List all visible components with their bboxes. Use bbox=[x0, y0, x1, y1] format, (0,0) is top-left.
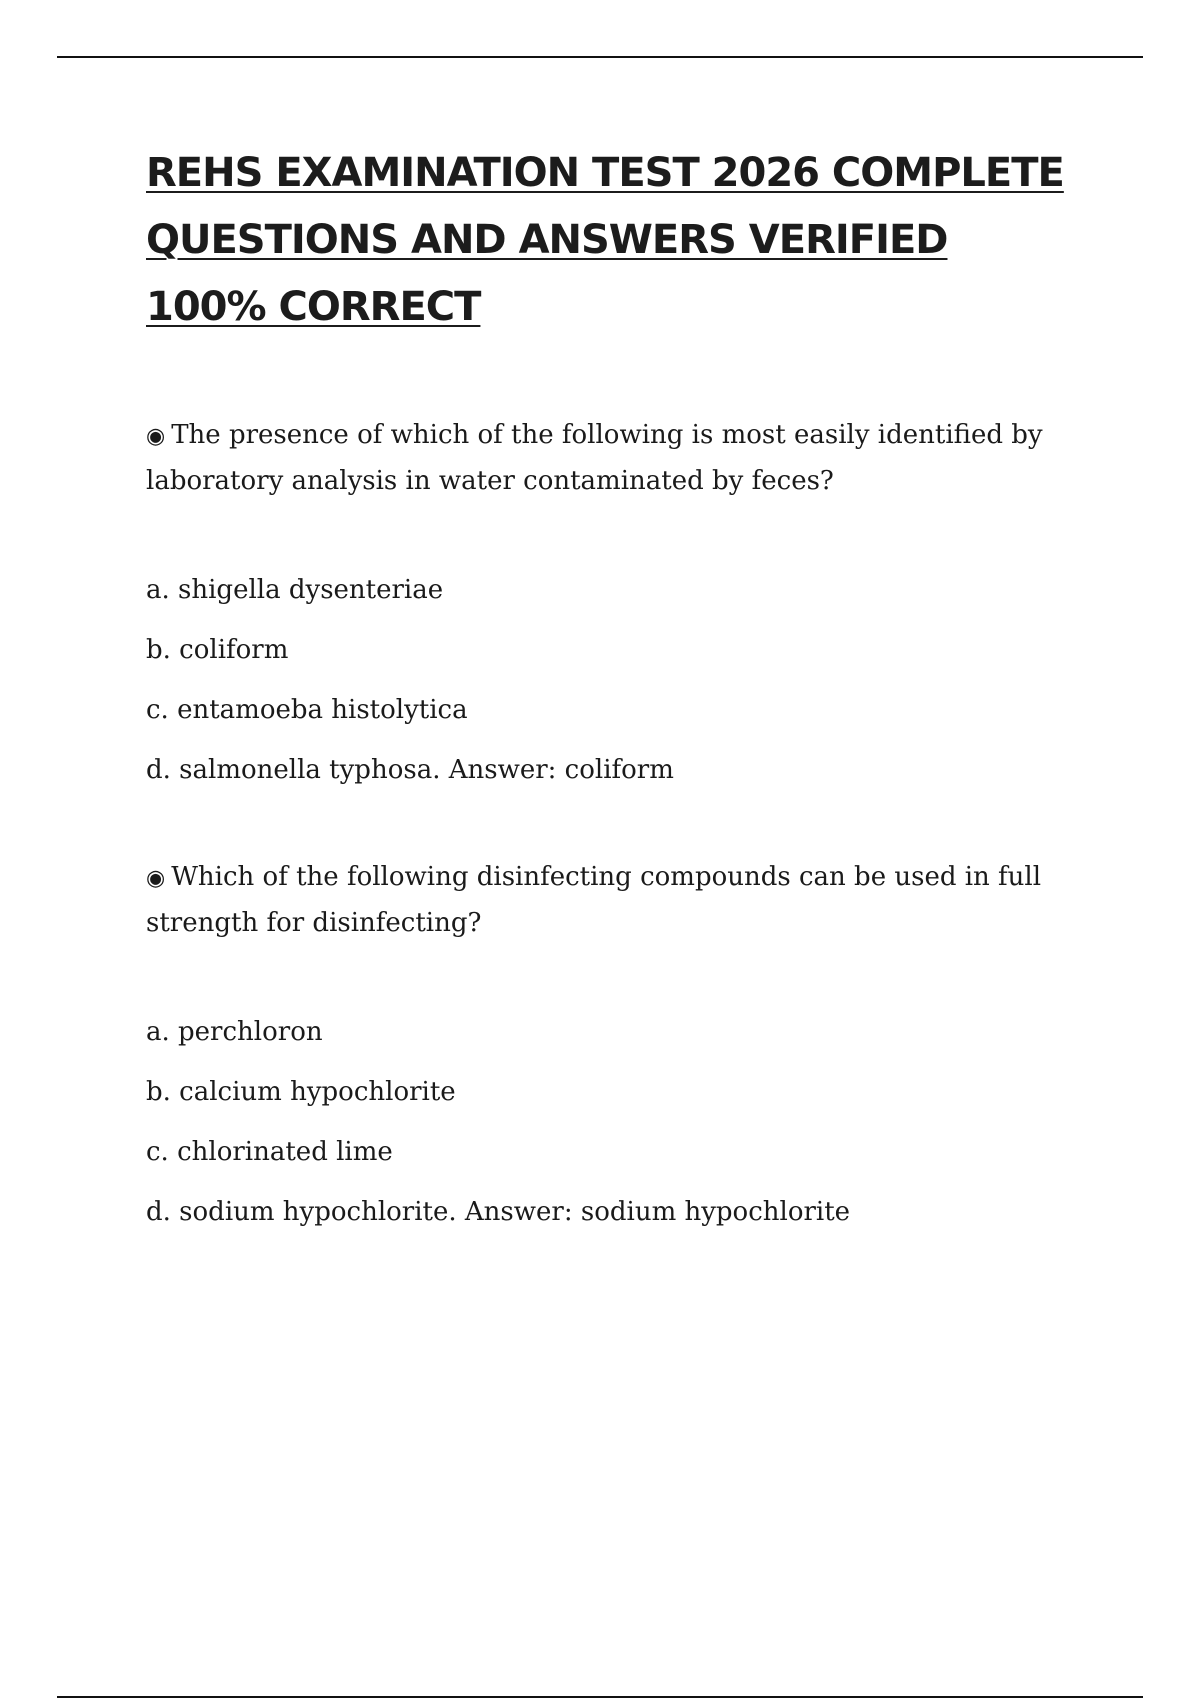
document-title: REHS EXAMINATION TEST 2026 COMPLETE QUESTIONS AND ANSWERS VERIFIED 100% CORRECT bbox=[146, 150, 1064, 330]
answer-option: d. salmonella typhosa. Answer: coliform bbox=[146, 755, 674, 785]
question-1 bbox=[146, 413, 1106, 503]
question-text: The presence of which of the following is most easily identified by laboratory analysis in water contaminated by feces? bbox=[146, 420, 1043, 496]
question-text: Which of the following disinfecting compounds can be used in full strength for disinfecting? bbox=[146, 862, 1042, 938]
radio-bullet-icon: ◉ bbox=[146, 866, 166, 891]
header-rule bbox=[57, 56, 1143, 58]
answer-option: a. shigella dysenteriae bbox=[146, 575, 444, 605]
question-2 bbox=[146, 855, 1106, 945]
question-2-options bbox=[146, 1013, 1106, 1231]
answer-option: b. calcium hypochlorite bbox=[146, 1077, 456, 1107]
answer-option: c. chlorinated lime bbox=[146, 1137, 393, 1167]
answer-option: a. perchloron bbox=[146, 1017, 323, 1047]
document-body bbox=[146, 140, 1106, 1231]
radio-bullet-icon: ◉ bbox=[146, 424, 166, 449]
answer-option: c. entamoeba histolytica bbox=[146, 695, 468, 725]
answer-option: b. coliform bbox=[146, 635, 289, 665]
answer-option: d. sodium hypochlorite. Answer: sodium hypochlorite bbox=[146, 1197, 851, 1227]
footer-rule bbox=[57, 1696, 1143, 1698]
question-1-options bbox=[146, 571, 1106, 789]
